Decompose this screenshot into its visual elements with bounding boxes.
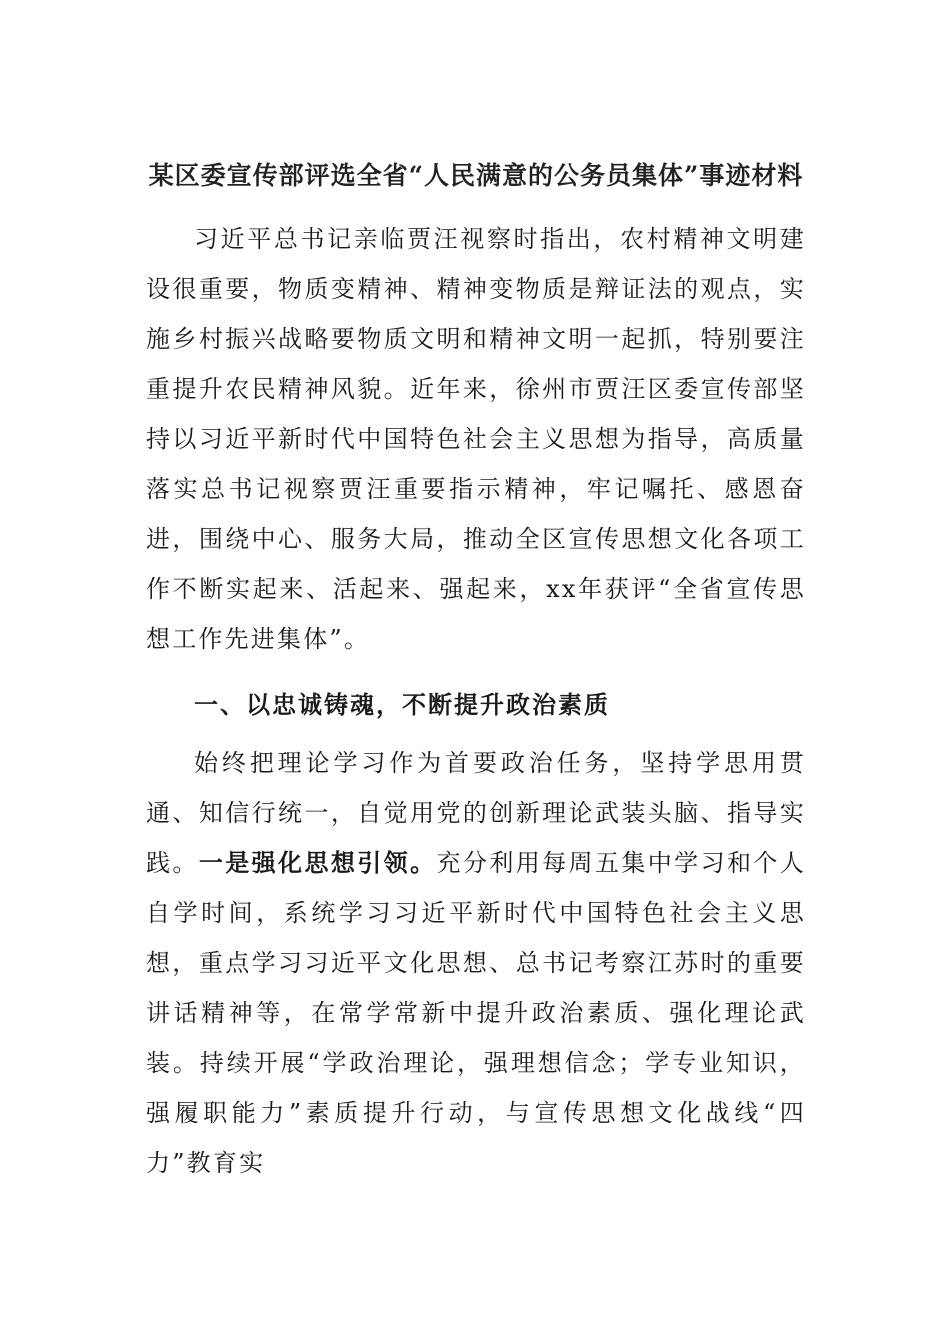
section1-paragraph <box>146 738 806 1188</box>
document-title: 某区委宣传部评选全省“人民满意的公务员集体”事迹材料 <box>148 161 804 190</box>
document-page <box>146 150 806 1188</box>
section-heading-1: 一、以忠诚铸魂，不断提升政治素质 <box>194 690 610 719</box>
lead-phrase: 一是强化思想引领。 <box>198 848 437 877</box>
intro-paragraph: 习近平总书记亲临贾汪视察时指出，农村精神文明建设很重要，物质变精神、精神变物质是辩证法的观点，实施乡村振兴战略要物质文明和精神文明一起抓，特别要注重提升农民精神风貌。近年来，徐州市贾汪区委宣传部坚持以习近平新时代中国特色社会主义思想为指导，高质量落实总书记视察贾汪重要指示精神，牢记嘱托、感恩奋进，围绕中心、服务大局，推动全区宣传思想文化各项工作不断实起来、活起来、强起来，xx年获评“全省宣传思想工作先进集体”。 <box>146 225 806 653</box>
section1-paragraph-continued: 充分利用每周五集中学习和个人自学时间，系统学习习近平新时代中国特色社会主义思想，重点学习习近平文化思想、总书记考察江苏时的重要讲话精神等，在常学常新中提升政治素质、强化理论武装。持续开展“学政治理论，强理想信念；学专业知识，强履职能力”素质提升行动，与宣传思想文化战线“四力”教育实 <box>146 849 806 1177</box>
section1-paragraph-text: 始终把理论学习作为首要政治任务，坚持学思用贯通、知信行统一，自觉用党的创新理论武装头脑、指导实践。 <box>146 749 806 877</box>
